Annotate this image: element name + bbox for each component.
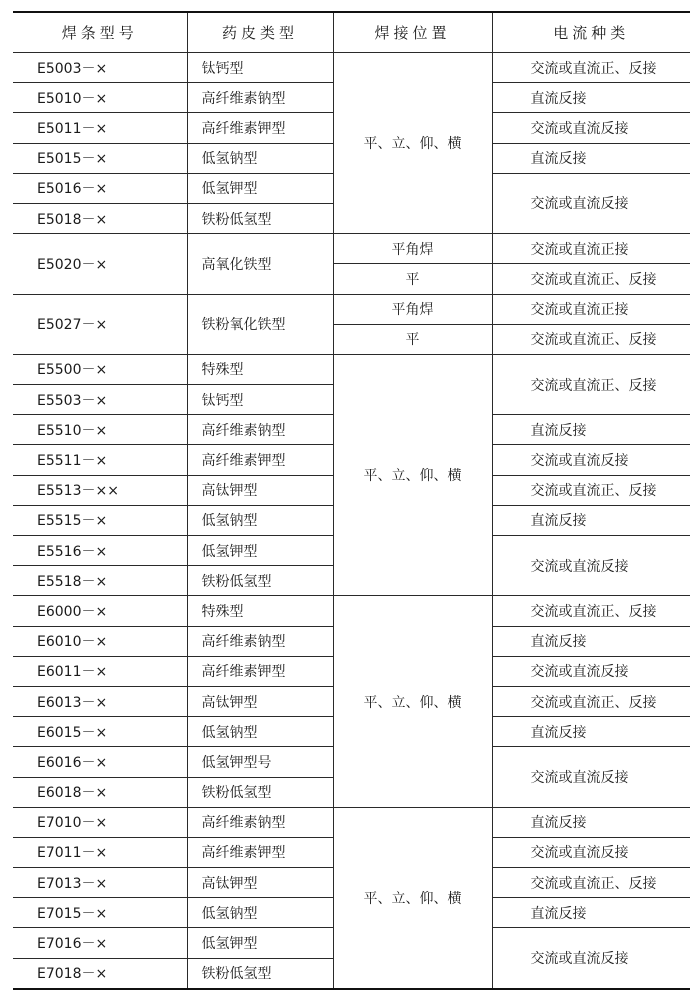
- current-type-cell: 直流反接: [492, 505, 690, 535]
- electrode-model-cell: E7013－×: [13, 868, 187, 898]
- current-type-cell: 交流或直流正、反接: [492, 53, 690, 83]
- header-current-type: 电流种类: [492, 12, 690, 53]
- electrode-model-cell: E5010－×: [13, 83, 187, 113]
- welding-position-cell: 平、立、仰、横: [333, 354, 492, 596]
- table-row: [13, 294, 690, 324]
- header-welding-position: 焊接位置: [333, 12, 492, 53]
- current-type-cell: 直流反接: [492, 717, 690, 747]
- electrode-model-cell: E5018－×: [13, 203, 187, 233]
- coating-type-cell: 高纤维素钾型: [187, 837, 333, 867]
- header-coating-type: 药皮类型: [187, 12, 333, 53]
- table-wrapper: [13, 11, 690, 990]
- electrode-model-cell: E5510－×: [13, 415, 187, 445]
- electrode-model-cell: E5003－×: [13, 53, 187, 83]
- welding-position-cell: 平、立、仰、横: [333, 807, 492, 989]
- current-type-cell: 交流或直流反接: [492, 445, 690, 475]
- coating-type-cell: 高纤维素钾型: [187, 445, 333, 475]
- electrode-model-cell: E7011－×: [13, 837, 187, 867]
- coating-type-cell: 钛钙型: [187, 385, 333, 415]
- current-type-cell: 交流或直流反接: [492, 747, 690, 807]
- coating-type-cell: 低氢钾型: [187, 928, 333, 958]
- coating-type-cell: 铁粉氧化铁型: [187, 294, 333, 354]
- coating-type-cell: 低氢钠型: [187, 717, 333, 747]
- coating-type-cell: 铁粉低氢型: [187, 777, 333, 807]
- table-row: [13, 53, 690, 83]
- coating-type-cell: 高纤维素钠型: [187, 626, 333, 656]
- coating-type-cell: 特殊型: [187, 596, 333, 626]
- coating-type-cell: 高钛钾型: [187, 475, 333, 505]
- current-type-cell: 直流反接: [492, 415, 690, 445]
- current-type-cell: 交流或直流正接: [492, 294, 690, 324]
- electrode-model-cell: E7016－×: [13, 928, 187, 958]
- electrode-model-cell: E5513－××: [13, 475, 187, 505]
- table-row: [13, 596, 690, 626]
- current-type-cell: 直流反接: [492, 143, 690, 173]
- coating-type-cell: 铁粉低氢型: [187, 203, 333, 233]
- current-type-cell: 交流或直流正接: [492, 234, 690, 264]
- coating-type-cell: 钛钙型: [187, 53, 333, 83]
- electrode-model-cell: E5511－×: [13, 445, 187, 475]
- coating-type-cell: 铁粉低氢型: [187, 566, 333, 596]
- welding-position-cell: 平、立、仰、横: [333, 53, 492, 234]
- electrode-model-cell: E6015－×: [13, 717, 187, 747]
- welding-position-cell: 平: [333, 324, 492, 354]
- electrode-model-cell: E5011－×: [13, 113, 187, 143]
- coating-type-cell: 低氢钾型: [187, 536, 333, 566]
- coating-type-cell: 低氢钾型号: [187, 747, 333, 777]
- coating-type-cell: 高钛钾型: [187, 868, 333, 898]
- coating-type-cell: 高纤维素钠型: [187, 83, 333, 113]
- table-row: [13, 807, 690, 837]
- current-type-cell: 交流或直流反接: [492, 656, 690, 686]
- coating-type-cell: 高纤维素钾型: [187, 656, 333, 686]
- electrode-model-cell: E6011－×: [13, 656, 187, 686]
- table-header: [13, 12, 690, 53]
- electrode-model-cell: E5518－×: [13, 566, 187, 596]
- current-type-cell: 交流或直流正、反接: [492, 868, 690, 898]
- electrode-model-cell: E5500－×: [13, 354, 187, 384]
- electrode-model-cell: E6018－×: [13, 777, 187, 807]
- welding-position-cell: 平角焊: [333, 234, 492, 264]
- electrode-model-cell: E5516－×: [13, 536, 187, 566]
- coating-type-cell: 低氢钠型: [187, 505, 333, 535]
- current-type-cell: 交流或直流反接: [492, 173, 690, 233]
- electrode-model-cell: E5020－×: [13, 234, 187, 294]
- current-type-cell: 交流或直流正、反接: [492, 264, 690, 294]
- coating-type-cell: 高钛钾型: [187, 686, 333, 716]
- coating-type-cell: 低氢钾型: [187, 173, 333, 203]
- electrode-spec-table: [13, 11, 690, 990]
- electrode-model-cell: E7010－×: [13, 807, 187, 837]
- current-type-cell: 交流或直流正、反接: [492, 475, 690, 505]
- electrode-model-cell: E5515－×: [13, 505, 187, 535]
- welding-position-cell: 平角焊: [333, 294, 492, 324]
- current-type-cell: 交流或直流正、反接: [492, 324, 690, 354]
- electrode-model-cell: E5016－×: [13, 173, 187, 203]
- current-type-cell: 交流或直流反接: [492, 113, 690, 143]
- electrode-model-cell: E6013－×: [13, 686, 187, 716]
- current-type-cell: 直流反接: [492, 898, 690, 928]
- electrode-model-cell: E7018－×: [13, 958, 187, 989]
- current-type-cell: 直流反接: [492, 807, 690, 837]
- table-body: [13, 53, 690, 989]
- current-type-cell: 交流或直流正、反接: [492, 354, 690, 414]
- current-type-cell: 直流反接: [492, 83, 690, 113]
- coating-type-cell: 高纤维素钾型: [187, 113, 333, 143]
- coating-type-cell: 高纤维素钠型: [187, 415, 333, 445]
- header-row: [13, 12, 690, 53]
- current-type-cell: 交流或直流反接: [492, 536, 690, 596]
- header-electrode-model: 焊条型号: [13, 12, 187, 53]
- current-type-cell: 直流反接: [492, 626, 690, 656]
- electrode-model-cell: E5015－×: [13, 143, 187, 173]
- electrode-model-cell: E6010－×: [13, 626, 187, 656]
- welding-position-cell: 平、立、仰、横: [333, 596, 492, 807]
- coating-type-cell: 高氧化铁型: [187, 234, 333, 294]
- electrode-model-cell: E7015－×: [13, 898, 187, 928]
- coating-type-cell: 低氢钠型: [187, 143, 333, 173]
- coating-type-cell: 特殊型: [187, 354, 333, 384]
- current-type-cell: 交流或直流正、反接: [492, 596, 690, 626]
- current-type-cell: 交流或直流反接: [492, 837, 690, 867]
- welding-position-cell: 平: [333, 264, 492, 294]
- current-type-cell: 交流或直流反接: [492, 928, 690, 989]
- table-row: [13, 234, 690, 264]
- current-type-cell: 交流或直流正、反接: [492, 686, 690, 716]
- coating-type-cell: 低氢钠型: [187, 898, 333, 928]
- electrode-model-cell: E5503－×: [13, 385, 187, 415]
- electrode-model-cell: E6016－×: [13, 747, 187, 777]
- coating-type-cell: 高纤维素钠型: [187, 807, 333, 837]
- electrode-model-cell: E6000－×: [13, 596, 187, 626]
- coating-type-cell: 铁粉低氢型: [187, 958, 333, 989]
- electrode-model-cell: E5027－×: [13, 294, 187, 354]
- table-row: [13, 354, 690, 384]
